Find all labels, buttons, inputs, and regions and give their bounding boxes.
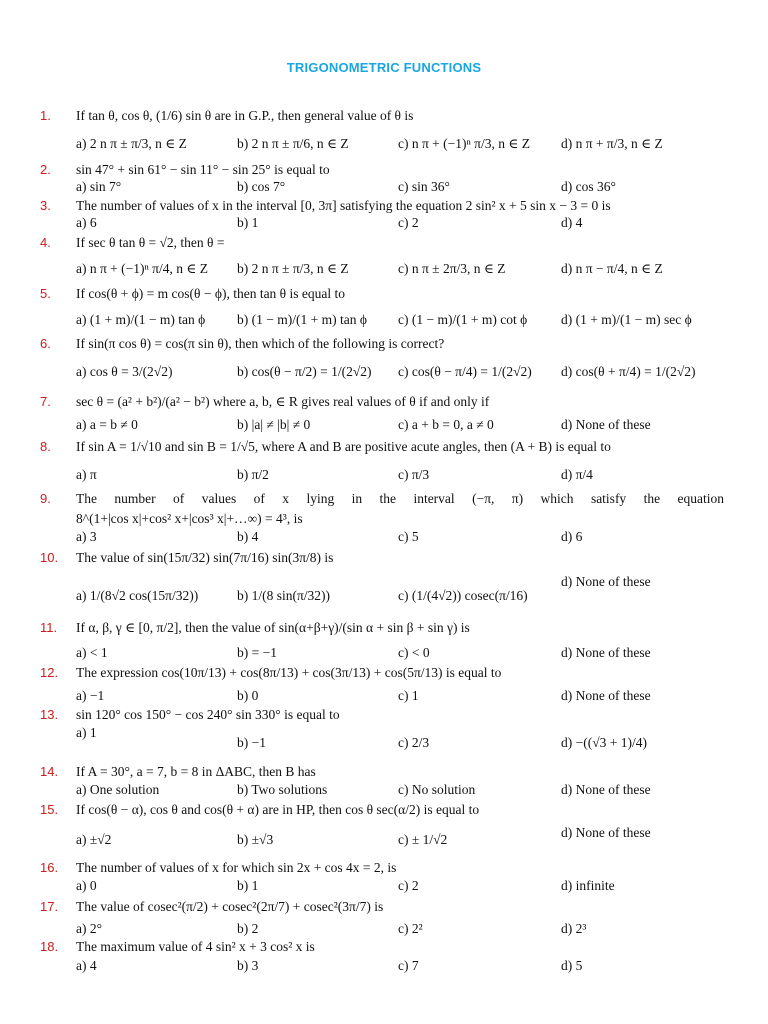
option-a: a) 0 (76, 878, 97, 893)
question-number: 2. (40, 162, 51, 177)
question-number: 15. (40, 802, 59, 817)
option-d: d) 5 (561, 958, 583, 973)
option-b: b) cos 7° (237, 179, 286, 194)
option-c: c) sin 36° (398, 179, 450, 194)
option-c: c) n π + (−1)ⁿ π/3, n ∈ Z (398, 136, 530, 151)
question-number: 14. (40, 764, 59, 779)
question-text: If A = 30°, a = 7, b = 8 in ΔABC, then B has (76, 764, 316, 779)
option-d: d) None of these (561, 645, 651, 660)
question-text: If sin A = 1/√10 and sin B = 1/√5, where A and B are positive acute angles, then (A + B) is equal to (76, 439, 611, 454)
option-a: a) π (76, 467, 97, 482)
option-c: c) 2/3 (398, 735, 430, 750)
option-c: c) < 0 (398, 645, 430, 660)
option-d: d) cos(θ + π/4) = 1/(2√2) (561, 364, 696, 379)
option-d: d) None of these (561, 688, 651, 703)
option-d: d) None of these (561, 574, 651, 589)
option-c: c) 5 (398, 529, 419, 544)
option-c: c) cos(θ − π/4) = 1/(2√2) (398, 364, 532, 379)
option-b: b) 1 (237, 878, 259, 893)
option-d: d) −((√3 + 1)/4) (561, 735, 647, 750)
option-c: c) (1/(4√2)) cosec(π/16) (398, 588, 528, 603)
question-number: 1. (40, 108, 51, 123)
question-text: If sin(π cos θ) = cos(π sin θ), then which of the following is correct? (76, 336, 445, 351)
option-c: c) 1 (398, 688, 419, 703)
option-c: c) (1 − m)/(1 + m) cot ϕ (398, 312, 528, 327)
question-number: 12. (40, 665, 59, 680)
option-a: a) (1 + m)/(1 − m) tan ϕ (76, 312, 206, 327)
question-text-line-2: 8^(1+|cos x|+cos² x+|cos³ x|+…∞) = 4³, is (76, 511, 303, 526)
option-a: a) ±√2 (76, 832, 112, 847)
question-text: The value of cosec²(π/2) + cosec²(2π/7) + cosec²(3π/7) is (76, 899, 384, 914)
question-number: 10. (40, 550, 59, 565)
option-b: b) 2 n π ± π/3, n ∈ Z (237, 261, 349, 276)
option-b: b) 3 (237, 958, 259, 973)
question-text: sin 120° cos 150° − cos 240° sin 330° is equal to (76, 707, 340, 722)
option-a: a) −1 (76, 688, 105, 703)
question-number: 18. (40, 939, 59, 954)
question-text: The number of values of x in the interval [0, 3π] satisfying the equation 2 sin² x + 5 sin x − 3 = 0 is (76, 198, 611, 213)
question-text: If cos(θ − α), cos θ and cos(θ + α) are in HP, then cos θ sec(α/2) is equal to (76, 802, 480, 817)
question-text: The expression cos(10π/13) + cos(8π/13) + cos(3π/13) + cos(5π/13) is equal to (76, 665, 502, 680)
option-b: b) Two solutions (237, 782, 328, 797)
option-d: d) 4 (561, 215, 583, 230)
option-c: c) 2 (398, 215, 419, 230)
question-number: 13. (40, 707, 59, 722)
option-b: b) −1 (237, 735, 266, 750)
question-number: 3. (40, 198, 51, 213)
question-text: The value of sin(15π/32) sin(7π/16) sin(3π/8) is (76, 550, 334, 565)
option-a: a) a = b ≠ 0 (76, 417, 138, 432)
question-number: 8. (40, 439, 51, 454)
option-a: a) 2° (76, 921, 103, 936)
option-a: a) 1 (76, 725, 97, 740)
option-d: d) (1 + m)/(1 − m) sec ϕ (561, 312, 692, 327)
option-a: a) 3 (76, 529, 97, 544)
option-d: d) 6 (561, 529, 583, 544)
question-number: 7. (40, 394, 51, 409)
option-b: b) π/2 (237, 467, 269, 482)
question-text: If α, β, γ ∈ [0, π/2], then the value of sin(α+β+γ)/(sin α + sin β + sin γ) is (76, 620, 470, 635)
page-title: TRIGONOMETRIC FUNCTIONS (286, 60, 482, 75)
option-b: b) (1 − m)/(1 + m) tan ϕ (237, 312, 367, 327)
option-a: a) 6 (76, 215, 97, 230)
option-d: d) π/4 (561, 467, 593, 482)
question-text: sin 47° + sin 61° − sin 11° − sin 25° is equal to (76, 162, 330, 177)
question-number: 11. (40, 620, 58, 635)
option-b: b) ±√3 (237, 832, 274, 847)
option-c: c) π/3 (398, 467, 430, 482)
option-a: a) 2 n π ± π/3, n ∈ Z (76, 136, 187, 151)
question-text: The number of values of x for which sin 2x + cos 4x = 2, is (76, 860, 397, 875)
option-c: c) 7 (398, 958, 419, 973)
option-b: b) 2 n π ± π/6, n ∈ Z (237, 136, 349, 151)
question-text: sec θ = (a² + b²)/(a² − b²) where a, b, ∈ R gives real values of θ if and only if (76, 394, 490, 409)
question-text: The number of values of x lying in the interval (−π, π) which satisfy the equation (76, 491, 724, 506)
question-number: 9. (40, 491, 51, 506)
question-number: 5. (40, 286, 51, 301)
question-number: 16. (40, 860, 59, 875)
option-a: a) < 1 (76, 645, 108, 660)
option-b: b) cos(θ − π/2) = 1/(2√2) (237, 364, 372, 379)
option-b: b) 2 (237, 921, 259, 936)
option-d: d) cos 36° (561, 179, 616, 194)
option-b: b) 1/(8 sin(π/32)) (237, 588, 331, 603)
option-b: b) = −1 (237, 645, 277, 660)
option-d: d) None of these (561, 782, 651, 797)
option-c: c) a + b = 0, a ≠ 0 (398, 417, 494, 432)
option-c: c) 2² (398, 921, 423, 936)
option-c: c) 2 (398, 878, 419, 893)
option-c: c) ± 1/√2 (398, 832, 448, 847)
option-a: a) n π + (−1)ⁿ π/4, n ∈ Z (76, 261, 208, 276)
option-d: d) None of these (561, 825, 651, 840)
option-d: d) n π − π/4, n ∈ Z (561, 261, 663, 276)
option-d: d) n π + π/3, n ∈ Z (561, 136, 663, 151)
option-a: a) 1/(8√2 cos(15π/32)) (76, 588, 199, 603)
option-b: b) 0 (237, 688, 259, 703)
question-number: 17. (40, 899, 59, 914)
question-text: If tan θ, cos θ, (1/6) sin θ are in G.P., then general value of θ is (76, 108, 414, 123)
option-b: b) 4 (237, 529, 259, 544)
option-c: c) No solution (398, 782, 476, 797)
option-a: a) sin 7° (76, 179, 122, 194)
option-d: d) 2³ (561, 921, 587, 936)
question-text: If cos(θ + ϕ) = m cos(θ − ϕ), then tan θ is equal to (76, 286, 346, 301)
option-a: a) cos θ = 3/(2√2) (76, 364, 173, 379)
question-text: If sec θ tan θ = √2, then θ = (76, 235, 225, 250)
option-b: b) 1 (237, 215, 259, 230)
option-a: a) One solution (76, 782, 160, 797)
question-number: 6. (40, 336, 51, 351)
option-b: b) |a| ≠ |b| ≠ 0 (237, 417, 311, 432)
option-a: a) 4 (76, 958, 97, 973)
question-text: The maximum value of 4 sin² x + 3 cos² x is (76, 939, 315, 954)
question-number: 4. (40, 235, 51, 250)
option-d: d) None of these (561, 417, 651, 432)
option-d: d) infinite (561, 878, 615, 893)
option-c: c) n π ± 2π/3, n ∈ Z (398, 261, 506, 276)
